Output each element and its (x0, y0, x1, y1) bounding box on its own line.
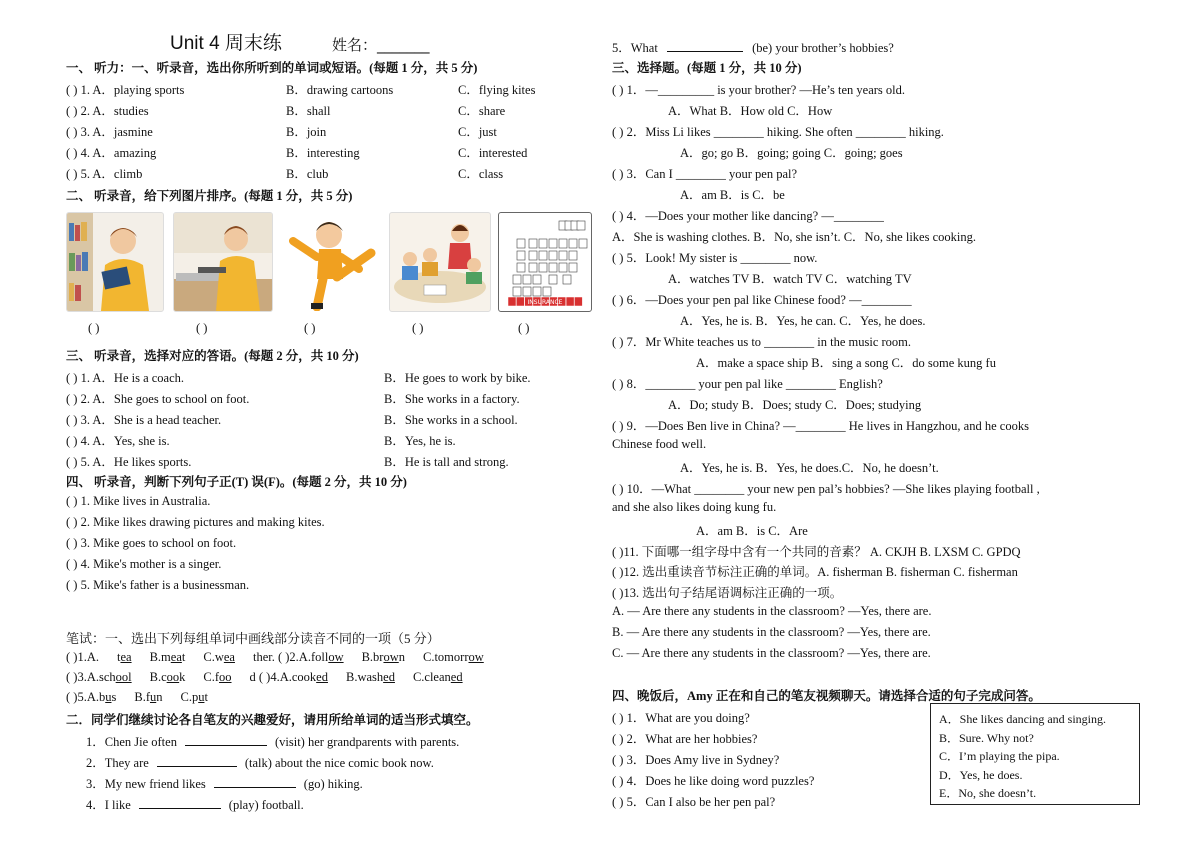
phonics-fragment: ( )5.A.b (66, 690, 106, 704)
choice-line-17: ( ) 9．—Does Ben live in China? —________ He lives in Hangzhou, and he cooks (612, 419, 1029, 433)
phonics-fragment: ( )1.A. (66, 650, 99, 664)
fill-blank-question-5 (612, 38, 894, 56)
fill-blank-hint: (talk) about the nice comic book now. (244, 756, 434, 770)
choice-line-3: ( ) 2．Miss Li likes ________ hiking. She often ________ hiking. (612, 125, 944, 139)
phonics-fragment: C.tomorr (423, 650, 469, 664)
choice-line-7: ( ) 4．—Does your mother like dancing? —________ (612, 209, 884, 223)
fill-blank-input[interactable] (185, 734, 267, 746)
puzzle-cell (539, 263, 547, 272)
puzzle-cell (569, 239, 577, 248)
phonics-fragment: t (181, 650, 186, 664)
fill-blank-question-1 (86, 732, 459, 750)
listening-3-option-b: B．He goes to work by bike. (384, 371, 531, 385)
puzzle-cell (517, 263, 525, 272)
listening-3-option-b: B．She works in a factory. (384, 392, 520, 406)
fill-blank-question-3 (86, 774, 363, 792)
puzzle-cell (517, 251, 525, 260)
listening-4-statement-5: ( ) 5. Mike's father is a businessman. (66, 578, 250, 592)
fill-blank-input[interactable] (214, 776, 296, 788)
phonics-fragment: C.clean (412, 670, 451, 684)
listening-3-question-3: ( ) 3. A．She is a head teacher. (66, 413, 222, 427)
choice-line-16: A．Do; study B．Does; study C．Does; studying (668, 398, 922, 412)
phonics-fragment: ed (316, 670, 328, 684)
choice-line-21: and she also likes doing kung fu. (612, 500, 777, 514)
dialogue-question-3: ( ) 3．Does Amy live in Sydney? (612, 753, 780, 767)
puzzle-cell (559, 263, 567, 272)
choice-section-title: 三、选择题。(每题 1 分，共 10 分) (612, 61, 802, 75)
puzzle-cell (569, 263, 577, 272)
puzzle-cell (533, 275, 541, 284)
phonics-fragment: s (111, 690, 117, 704)
choice-line-19: A．Yes, he is. B．Yes, he does.C．No, he doesn’t. (680, 461, 939, 475)
fill-blank-text: 3．My new friend likes (86, 777, 206, 791)
picture-word-puzzle (498, 212, 592, 312)
listening-4-statement-2: ( ) 2. Mike likes drawing pictures and making kites. (66, 515, 325, 529)
puzzle-cell (523, 275, 531, 284)
fill-blank-input[interactable] (139, 797, 221, 809)
listening-section-2-title: 二、 听录音，给下列图片排序。(每题 1 分，共 5 分) (66, 189, 353, 203)
fill-blank-text: 2．They are (86, 756, 149, 770)
worksheet-title: Unit 4 周末练 (170, 33, 282, 54)
choice-line-26: A. — Are there any students in the classroom? —Yes, there are. (612, 604, 932, 618)
choice-line-12: A．Yes, he is. B．Yes, he can. C．Yes, he does. (680, 314, 926, 328)
puzzle-cell (517, 239, 525, 248)
listening-1-question-4: ( ) 4. A．amazing (66, 146, 157, 160)
writing-section-1-title: 笔试：一、选出下列每组单词中画线部分读音不同的一项（5 分） (66, 631, 440, 646)
puzzle-highlight-cell (574, 297, 582, 306)
dialogue-answer-option: C．I’m playing the pipa. (939, 749, 1060, 763)
fill-blank-hint: (play) football. (228, 798, 304, 812)
picture-order-bracket-3[interactable]: ( ) (304, 321, 316, 335)
puzzle-cell (559, 239, 567, 248)
puzzle-highlight-cell (566, 297, 574, 306)
listening-1-question-1: ( ) 1. A．playing sports (66, 83, 185, 97)
listening-1-option-c: C．class (458, 167, 504, 181)
puzzle-cell (563, 275, 571, 284)
dialogue-answer-option: D．Yes, he does. (939, 767, 1023, 782)
phonics-fragment: C.p (180, 690, 199, 704)
phonics-fragment: ed (383, 670, 395, 684)
choice-line-28: C. — Are there any students in the classroom? —Yes, there are. (612, 646, 931, 660)
listening-4-statement-1: ( ) 1. Mike lives in Australia. (66, 494, 211, 508)
phonics-fragment: ther. ( )2.A.foll (252, 650, 329, 664)
listening-3-option-b: B．He is tall and strong. (384, 455, 509, 469)
phonics-fragment: C.f (203, 670, 220, 684)
puzzle-cell (523, 287, 531, 296)
listening-1-option-b: B．join (286, 125, 327, 139)
fill-blank-hint: (go) hiking. (303, 777, 363, 791)
listening-section-1-title: 一、 听力：一、听录音，选出你所听到的单词或短语。(每题 1 分，共 5 分) (66, 61, 478, 75)
fill-blank-question-4 (86, 795, 304, 813)
question-5-hint: (be) your brother’s hobbies? (752, 41, 894, 55)
phonics-fragment: t (116, 650, 121, 664)
dialogue-answer-option: A．She likes dancing and singing. (939, 712, 1106, 726)
listening-3-question-5: ( ) 5. A．He likes sports. (66, 455, 192, 469)
picture-order-bracket-4[interactable]: ( ) (412, 321, 424, 335)
puzzle-word-insurance: INSURANCE (527, 299, 563, 306)
picture-children-at-table (389, 212, 491, 312)
listening-3-question-4: ( ) 4. A．Yes, she is. (66, 434, 170, 448)
fill-blank-input[interactable] (157, 755, 237, 767)
phonics-fragment: n (156, 690, 163, 704)
choice-line-20: ( ) 10．—What ________ your new pen pal’s hobbies? —She likes playing football , (612, 482, 1040, 496)
phonics-fragment: ow (328, 650, 344, 664)
phonics-row (66, 670, 463, 685)
puzzle-cell (529, 251, 537, 260)
listening-1-question-5: ( ) 5. A．climb (66, 167, 143, 181)
phonics-fragment: u (149, 690, 157, 704)
listening-1-option-b: B．drawing cartoons (286, 83, 394, 97)
choice-line-22: A．am B．is C．Are (696, 524, 808, 538)
picture-boy-kung-fu (282, 212, 380, 312)
phonics-fragment: ow (383, 650, 399, 664)
phonics-fragment: B.m (149, 650, 171, 664)
listening-1-option-c: C．flying kites (458, 83, 536, 97)
listening-1-option-b: B．interesting (286, 146, 360, 160)
phonics-fragment: k (179, 670, 186, 684)
puzzle-highlight-cell (516, 297, 524, 306)
phonics-fragment: ed (450, 670, 463, 684)
listening-1-option-c: C．interested (458, 146, 528, 160)
picture-order-bracket-2[interactable]: ( ) (196, 321, 208, 335)
name-field-label: 姓名：_______ (332, 36, 430, 54)
phonics-fragment: B.wash (345, 670, 384, 684)
choice-line-2: A．What B．How old C．How (668, 104, 833, 118)
phonics-fragment: ( )3.A.sch (66, 670, 116, 684)
choice-line-14: A．make a space ship B．sing a song C．do some kung fu (696, 356, 996, 370)
choice-line-27: B. — Are there any students in the classroom? —Yes, there are. (612, 625, 931, 639)
phonics-fragment: B.f (134, 690, 150, 704)
phonics-fragment: ow (468, 650, 484, 664)
puzzle-cell (559, 251, 567, 260)
listening-1-option-c: C．just (458, 125, 497, 139)
listening-3-option-b: B．Yes, he is. (384, 434, 456, 448)
puzzle-cell (539, 251, 547, 260)
puzzle-cell (569, 251, 577, 260)
listening-section-3-title: 三、 听录音，选择对应的答语。(每题 2 分，共 10 分) (66, 349, 359, 363)
picture-man-reading (66, 212, 164, 312)
listening-4-statement-3: ( ) 3. Mike goes to school on foot. (66, 536, 237, 550)
puzzle-cell (549, 263, 557, 272)
choice-line-10: A．watches TV B．watch TV C．watching TV (668, 272, 912, 286)
puzzle-cell (577, 221, 585, 230)
phonics-fragment: u (105, 690, 112, 704)
picture-order-bracket-1[interactable]: ( ) (88, 321, 100, 335)
dialogue-answer-option: B．Sure. Why not? (939, 730, 1034, 745)
listening-section-4-title: 四、 听录音，判断下列句子正(T) 误(F)。(每题 2 分，共 10 分) (66, 475, 407, 489)
listening-1-question-3: ( ) 3. A．jasmine (66, 125, 153, 139)
dialogue-question-1: ( ) 1．What are you doing? (612, 711, 750, 725)
puzzle-cell (513, 275, 521, 284)
choice-line-6: A．am B．is C．be (680, 188, 785, 202)
picture-order-bracket-5[interactable]: ( ) (518, 321, 530, 335)
phonics-fragment: ea (170, 650, 182, 664)
puzzle-cell (543, 287, 551, 296)
dialogue-answer-box (930, 703, 1140, 805)
choice-line-25: ( )13. 选出句子结尾语调标注正确的一项。 (612, 586, 843, 600)
phonics-row (66, 650, 484, 665)
phonics-fragment: oo (166, 670, 180, 684)
phonics-fragment: u (198, 690, 205, 704)
choice-line-15: ( ) 8．________ your pen pal like ________ English? (612, 377, 883, 391)
phonics-row (66, 690, 208, 705)
puzzle-cell (539, 239, 547, 248)
dialogue-question-2: ( ) 2．What are her hobbies? (612, 732, 758, 746)
phonics-fragment: d ( )4.A.cook (249, 670, 317, 684)
puzzle-cell (549, 251, 557, 260)
choice-line-18: Chinese food well. (612, 437, 707, 451)
phonics-fragment: ea (223, 650, 235, 664)
puzzle-cell (533, 287, 541, 296)
choice-line-1: ( ) 1．—_________ is your brother? —He’s ten years old. (612, 83, 905, 97)
listening-1-option-c: C．share (458, 104, 506, 118)
puzzle-cell (529, 263, 537, 272)
phonics-fragment: ea (120, 650, 132, 664)
listening-3-option-b: B．She works in a school. (384, 413, 518, 427)
phonics-fragment: n (398, 650, 405, 664)
phonics-fragment: ool (115, 670, 132, 684)
phonics-fragment: B.br (361, 650, 384, 664)
phonics-fragment: t (204, 690, 208, 704)
choice-line-4: A．go; go B．going; going C．going; goes (680, 146, 903, 160)
listening-3-question-2: ( ) 2. A．She goes to school on foot. (66, 392, 250, 406)
choice-line-9: ( ) 5．Look! My sister is ________ now. (612, 251, 818, 265)
question-5-blank[interactable] (667, 40, 743, 52)
fill-blank-question-2 (86, 753, 434, 771)
dialogue-question-5: ( ) 5．Can I also be her pen pal? (612, 795, 776, 809)
phonics-fragment: B.c (149, 670, 167, 684)
fill-blank-text: 4．I like (86, 798, 131, 812)
puzzle-cell (549, 239, 557, 248)
phonics-fragment: oo (219, 670, 232, 684)
dialogue-section-title: 四、晚饭后，Amy 正在和自己的笔友视频聊天。请选择合适的句子完成问答。 (612, 689, 1041, 703)
choice-line-13: ( ) 7．Mr White teaches us to ________ in the music room. (612, 335, 912, 349)
phonics-fragment: C.w (203, 650, 224, 664)
choice-line-24: ( )12. 选出重读音节标注正确的单词。A. fisherman B. fisherman C. fisherman (612, 565, 1018, 579)
listening-1-option-b: B．shall (286, 104, 331, 118)
listening-3-question-1: ( ) 1. A．He is a coach. (66, 371, 185, 385)
listening-1-question-2: ( ) 2. A．studies (66, 104, 149, 118)
question-5-text: 5．What (612, 41, 658, 55)
fill-blank-hint: (visit) her grandparents with parents. (274, 735, 460, 749)
dialogue-answer-option: E．No, she doesn’t. (939, 786, 1037, 800)
choice-line-5: ( ) 3．Can I ________ your pen pal? (612, 167, 798, 181)
choice-line-11: ( ) 6．—Does your pen pal like Chinese food? —________ (612, 293, 912, 307)
choice-line-23: ( )11. 下面哪一组字母中含有一个共同的音素？ A. CKJH B. LXSM C. GPDQ (612, 545, 1021, 559)
puzzle-highlight-cell (508, 297, 516, 306)
dialogue-question-4: ( ) 4．Does he like doing word puzzles? (612, 774, 815, 788)
listening-1-option-b: B．club (286, 167, 329, 181)
picture-man-cooking (173, 212, 273, 312)
writing-section-2-title: 二．同学们继续讨论各自笔友的兴趣爱好，请用所给单词的适当形式填空。 (66, 713, 479, 727)
fill-blank-text: 1．Chen Jie often (86, 735, 177, 749)
choice-line-8: A．She is washing clothes. B．No, she isn’t. C．No, she likes cooking. (612, 230, 976, 244)
listening-4-statement-4: ( ) 4. Mike's mother is a singer. (66, 557, 222, 571)
puzzle-cell (549, 275, 557, 284)
puzzle-cell (579, 239, 587, 248)
puzzle-cell (513, 287, 521, 296)
puzzle-cell (529, 239, 537, 248)
